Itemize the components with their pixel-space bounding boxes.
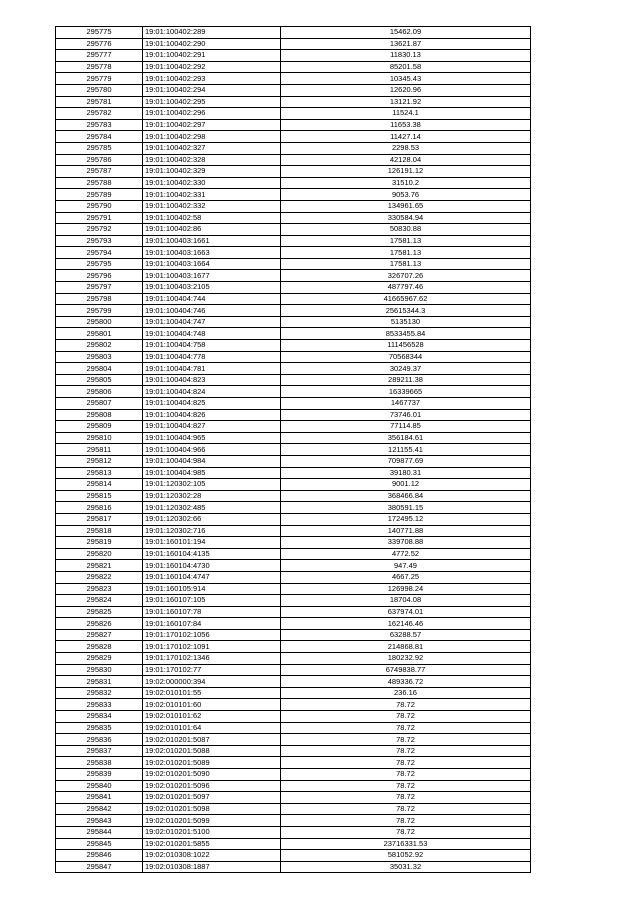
table-row [56, 374, 531, 386]
amount-cell: 2298.53 [281, 142, 531, 154]
amount-cell: 15462.09 [281, 27, 531, 39]
cadastral-number-cell: 19:01:120302:485 [143, 502, 281, 514]
cadastral-number-cell: 19:02:010201:5855 [143, 838, 281, 850]
amount-cell: 214868.81 [281, 641, 531, 653]
cadastral-number-cell: 19:01:100403:1664 [143, 258, 281, 270]
amount-cell: 23716331.53 [281, 838, 531, 850]
cadastral-number-cell: 19:02:010201:5088 [143, 745, 281, 757]
table-row [56, 537, 531, 549]
table-row [56, 490, 531, 502]
cadastral-number-cell: 19:01:120302:66 [143, 513, 281, 525]
row-id-cell: 295777 [56, 50, 143, 62]
amount-cell: 111456528 [281, 340, 531, 352]
amount-cell: 78.72 [281, 769, 531, 781]
row-id-cell: 295775 [56, 27, 143, 39]
row-id-cell: 295847 [56, 861, 143, 873]
row-id-cell: 295795 [56, 258, 143, 270]
cadastral-number-cell: 19:01:100402:291 [143, 50, 281, 62]
amount-cell: 289211.38 [281, 374, 531, 386]
amount-cell: 339708.88 [281, 537, 531, 549]
table-row [56, 409, 531, 421]
amount-cell: 31510.2 [281, 177, 531, 189]
amount-cell: 70568344 [281, 351, 531, 363]
amount-cell: 17581.13 [281, 235, 531, 247]
cadastral-number-cell: 19:01:100404:966 [143, 444, 281, 456]
table-row [56, 27, 531, 39]
amount-cell: 162146.46 [281, 618, 531, 630]
table-row [56, 699, 531, 711]
table-row [56, 282, 531, 294]
amount-cell: 63288.57 [281, 629, 531, 641]
table-row [56, 513, 531, 525]
cadastral-number-cell: 19:01:100403:2105 [143, 282, 281, 294]
table-row [56, 769, 531, 781]
table-row [56, 432, 531, 444]
cadastral-number-cell: 19:01:100404:825 [143, 398, 281, 410]
amount-cell: 134961.65 [281, 200, 531, 212]
amount-cell: 4667.25 [281, 571, 531, 583]
row-id-cell: 295817 [56, 513, 143, 525]
table-row [56, 479, 531, 491]
row-id-cell: 295808 [56, 409, 143, 421]
row-id-cell: 295786 [56, 154, 143, 166]
row-id-cell: 295838 [56, 757, 143, 769]
table-row [56, 548, 531, 560]
table-row [56, 398, 531, 410]
row-id-cell: 295826 [56, 618, 143, 630]
row-id-cell: 295833 [56, 699, 143, 711]
row-id-cell: 295788 [56, 177, 143, 189]
row-id-cell: 295778 [56, 61, 143, 73]
row-id-cell: 295825 [56, 606, 143, 618]
amount-cell: 78.72 [281, 780, 531, 792]
amount-cell: 50830.88 [281, 224, 531, 236]
table-row [56, 316, 531, 328]
row-id-cell: 295789 [56, 189, 143, 201]
cadastral-number-cell: 19:01:160107:78 [143, 606, 281, 618]
table-row [56, 363, 531, 375]
amount-cell: 9053.76 [281, 189, 531, 201]
amount-cell: 17581.13 [281, 258, 531, 270]
table-row [56, 722, 531, 734]
table-row [56, 583, 531, 595]
row-id-cell: 295802 [56, 340, 143, 352]
row-id-cell: 295823 [56, 583, 143, 595]
amount-cell: 11830.13 [281, 50, 531, 62]
row-id-cell: 295813 [56, 467, 143, 479]
row-id-cell: 295839 [56, 769, 143, 781]
table-row [56, 687, 531, 699]
table-row [56, 235, 531, 247]
row-id-cell: 295799 [56, 305, 143, 317]
row-id-cell: 295796 [56, 270, 143, 282]
amount-cell: 16339665 [281, 386, 531, 398]
cadastral-number-cell: 19:02:010201:5089 [143, 757, 281, 769]
cadastral-number-cell: 19:01:100404:984 [143, 455, 281, 467]
amount-cell: 6749838.77 [281, 664, 531, 676]
cadastral-number-cell: 19:01:160107:84 [143, 618, 281, 630]
cadastral-number-cell: 19:01:160104:4730 [143, 560, 281, 572]
cadastral-number-cell: 19:01:100402:298 [143, 131, 281, 143]
cadastral-number-cell: 19:02:010201:5096 [143, 780, 281, 792]
row-id-cell: 295785 [56, 142, 143, 154]
row-id-cell: 295791 [56, 212, 143, 224]
table-row [56, 780, 531, 792]
row-id-cell: 295821 [56, 560, 143, 572]
cadastral-number-cell: 19:01:100403:1677 [143, 270, 281, 282]
row-id-cell: 295836 [56, 734, 143, 746]
table-row [56, 641, 531, 653]
amount-cell: 140771.88 [281, 525, 531, 537]
row-id-cell: 295843 [56, 815, 143, 827]
cadastral-number-cell: 19:02:010101:60 [143, 699, 281, 711]
table-row [56, 664, 531, 676]
cadastral-number-cell: 19:01:100403:1661 [143, 235, 281, 247]
row-id-cell: 295829 [56, 653, 143, 665]
row-id-cell: 295784 [56, 131, 143, 143]
amount-cell: 39180.31 [281, 467, 531, 479]
table-row [56, 247, 531, 259]
cadastral-number-cell: 19:02:000000:394 [143, 676, 281, 688]
table-row [56, 467, 531, 479]
cadastral-number-cell: 19:01:100404:744 [143, 293, 281, 305]
amount-cell: 13121.92 [281, 96, 531, 108]
amount-cell: 42128.04 [281, 154, 531, 166]
row-id-cell: 295792 [56, 224, 143, 236]
table-row [56, 826, 531, 838]
amount-cell: 78.72 [281, 699, 531, 711]
amount-cell: 12620.96 [281, 84, 531, 96]
cadastral-number-cell: 19:01:100404:985 [143, 467, 281, 479]
cadastral-number-cell: 19:01:100404:824 [143, 386, 281, 398]
amount-cell: 30249.37 [281, 363, 531, 375]
table-row [56, 351, 531, 363]
row-id-cell: 295787 [56, 166, 143, 178]
cadastral-number-cell: 19:01:160104:4747 [143, 571, 281, 583]
table-row [56, 73, 531, 85]
amount-cell: 581052.92 [281, 850, 531, 862]
row-id-cell: 295806 [56, 386, 143, 398]
table-row [56, 757, 531, 769]
table-row [56, 328, 531, 340]
table-row [56, 792, 531, 804]
amount-cell: 356184.61 [281, 432, 531, 444]
cadastral-number-cell: 19:01:100402:331 [143, 189, 281, 201]
amount-cell: 77114.85 [281, 421, 531, 433]
amount-cell: 637974.01 [281, 606, 531, 618]
table-row [56, 189, 531, 201]
row-id-cell: 295818 [56, 525, 143, 537]
amount-cell: 180232.92 [281, 653, 531, 665]
cadastral-number-cell: 19:01:170102:77 [143, 664, 281, 676]
table-row [56, 177, 531, 189]
amount-cell: 380591.15 [281, 502, 531, 514]
row-id-cell: 295834 [56, 711, 143, 723]
cadastral-number-cell: 19:02:010201:5098 [143, 803, 281, 815]
amount-cell: 11427.14 [281, 131, 531, 143]
table-row [56, 270, 531, 282]
cadastral-number-cell: 19:01:160105:914 [143, 583, 281, 595]
row-id-cell: 295779 [56, 73, 143, 85]
cadastral-number-cell: 19:01:100402:328 [143, 154, 281, 166]
cadastral-number-cell: 19:01:100404:827 [143, 421, 281, 433]
cadastral-number-cell: 19:02:010101:64 [143, 722, 281, 734]
amount-cell: 11524.1 [281, 108, 531, 120]
amount-cell: 487797.46 [281, 282, 531, 294]
table-row [56, 142, 531, 154]
amount-cell: 330584.94 [281, 212, 531, 224]
table-row [56, 745, 531, 757]
amount-cell: 9001.12 [281, 479, 531, 491]
cadastral-number-cell: 19:01:170102:1056 [143, 629, 281, 641]
row-id-cell: 295801 [56, 328, 143, 340]
cadastral-number-cell: 19:01:100404:758 [143, 340, 281, 352]
amount-cell: 126998.24 [281, 583, 531, 595]
row-id-cell: 295797 [56, 282, 143, 294]
table-row [56, 618, 531, 630]
table-row [56, 200, 531, 212]
table-row [56, 258, 531, 270]
row-id-cell: 295807 [56, 398, 143, 410]
row-id-cell: 295837 [56, 745, 143, 757]
table-row [56, 803, 531, 815]
amount-cell: 41665967.62 [281, 293, 531, 305]
cadastral-number-cell: 19:01:100402:289 [143, 27, 281, 39]
row-id-cell: 295794 [56, 247, 143, 259]
amount-cell: 236.16 [281, 687, 531, 699]
cadastral-number-cell: 19:01:100404:778 [143, 351, 281, 363]
amount-cell: 11653.38 [281, 119, 531, 131]
amount-cell: 121155.41 [281, 444, 531, 456]
row-id-cell: 295844 [56, 826, 143, 838]
cadastral-number-cell: 19:01:100403:1663 [143, 247, 281, 259]
cadastral-number-cell: 19:02:010101:62 [143, 711, 281, 723]
amount-cell: 73746.01 [281, 409, 531, 421]
cadastral-number-cell: 19:01:160104:4135 [143, 548, 281, 560]
cadastral-number-cell: 19:01:100402:332 [143, 200, 281, 212]
amount-cell: 78.72 [281, 745, 531, 757]
cadastral-number-cell: 19:01:100404:826 [143, 409, 281, 421]
row-id-cell: 295811 [56, 444, 143, 456]
table-row [56, 154, 531, 166]
row-id-cell: 295780 [56, 84, 143, 96]
cadastral-number-cell: 19:02:010308:1887 [143, 861, 281, 873]
table-row [56, 734, 531, 746]
cadastral-number-cell: 19:01:100404:746 [143, 305, 281, 317]
cadastral-number-cell: 19:02:010201:5099 [143, 815, 281, 827]
amount-cell: 10345.43 [281, 73, 531, 85]
row-id-cell: 295840 [56, 780, 143, 792]
row-id-cell: 295816 [56, 502, 143, 514]
cadastral-number-cell: 19:01:120302:105 [143, 479, 281, 491]
row-id-cell: 295842 [56, 803, 143, 815]
cadastral-number-cell: 19:01:120302:716 [143, 525, 281, 537]
amount-cell: 78.72 [281, 722, 531, 734]
table-row [56, 560, 531, 572]
amount-cell: 709877.69 [281, 455, 531, 467]
table-row [56, 711, 531, 723]
amount-cell: 1467737 [281, 398, 531, 410]
table-row [56, 224, 531, 236]
table-row [56, 838, 531, 850]
amount-cell: 18704.08 [281, 595, 531, 607]
amount-cell: 5135130 [281, 316, 531, 328]
cadastral-number-cell: 19:01:100402:297 [143, 119, 281, 131]
table-row [56, 595, 531, 607]
cadastral-number-cell: 19:01:100402:296 [143, 108, 281, 120]
table-row [56, 50, 531, 62]
amount-cell: 78.72 [281, 803, 531, 815]
cadastral-number-cell: 19:01:100402:292 [143, 61, 281, 73]
amount-cell: 78.72 [281, 826, 531, 838]
row-id-cell: 295822 [56, 571, 143, 583]
amount-cell: 489336.72 [281, 676, 531, 688]
cadastral-number-cell: 19:01:100402:294 [143, 84, 281, 96]
row-id-cell: 295804 [56, 363, 143, 375]
row-id-cell: 295819 [56, 537, 143, 549]
table-row [56, 653, 531, 665]
row-id-cell: 295831 [56, 676, 143, 688]
table-body [56, 27, 531, 873]
cadastral-number-cell: 19:01:100402:330 [143, 177, 281, 189]
table-row [56, 606, 531, 618]
cadastral-number-cell: 19:01:100404:781 [143, 363, 281, 375]
table-row [56, 38, 531, 50]
table-row [56, 119, 531, 131]
cadastral-number-cell: 19:01:120302:28 [143, 490, 281, 502]
amount-cell: 25615344.3 [281, 305, 531, 317]
table-row [56, 455, 531, 467]
row-id-cell: 295815 [56, 490, 143, 502]
amount-cell: 947.49 [281, 560, 531, 572]
cadastral-number-cell: 19:01:160101:194 [143, 537, 281, 549]
table-row [56, 293, 531, 305]
row-id-cell: 295809 [56, 421, 143, 433]
cadastral-number-cell: 19:02:010201:5090 [143, 769, 281, 781]
table-row [56, 212, 531, 224]
amount-cell: 326707.26 [281, 270, 531, 282]
cadastral-number-cell: 19:01:100402:293 [143, 73, 281, 85]
row-id-cell: 295832 [56, 687, 143, 699]
table-row [56, 131, 531, 143]
table-row [56, 850, 531, 862]
amount-cell: 78.72 [281, 792, 531, 804]
table-row [56, 861, 531, 873]
row-id-cell: 295820 [56, 548, 143, 560]
cadastral-number-cell: 19:01:100404:748 [143, 328, 281, 340]
cadastral-number-cell: 19:01:170102:1091 [143, 641, 281, 653]
table-row [56, 305, 531, 317]
amount-cell: 172495.12 [281, 513, 531, 525]
amount-cell: 78.72 [281, 757, 531, 769]
cadastral-number-cell: 19:01:100402:86 [143, 224, 281, 236]
amount-cell: 368466.84 [281, 490, 531, 502]
amount-cell: 78.72 [281, 815, 531, 827]
amount-cell: 85201.58 [281, 61, 531, 73]
cadastral-number-cell: 19:02:010201:5097 [143, 792, 281, 804]
row-id-cell: 295776 [56, 38, 143, 50]
table-row [56, 444, 531, 456]
row-id-cell: 295827 [56, 629, 143, 641]
row-id-cell: 295781 [56, 96, 143, 108]
row-id-cell: 295830 [56, 664, 143, 676]
table-row [56, 525, 531, 537]
amount-cell: 8533455.84 [281, 328, 531, 340]
cadastral-number-cell: 19:01:100402:295 [143, 96, 281, 108]
row-id-cell: 295783 [56, 119, 143, 131]
table-row [56, 61, 531, 73]
row-id-cell: 295782 [56, 108, 143, 120]
row-id-cell: 295810 [56, 432, 143, 444]
table-row [56, 96, 531, 108]
cadastral-number-cell: 19:01:100404:965 [143, 432, 281, 444]
cadastral-number-cell: 19:01:100402:329 [143, 166, 281, 178]
amount-cell: 78.72 [281, 711, 531, 723]
row-id-cell: 295846 [56, 850, 143, 862]
cadastral-number-cell: 19:02:010308:1022 [143, 850, 281, 862]
cadastral-number-cell: 19:02:010201:5087 [143, 734, 281, 746]
cadastral-number-cell: 19:01:100404:823 [143, 374, 281, 386]
amount-cell: 17581.13 [281, 247, 531, 259]
cadastral-number-cell: 19:01:160107:105 [143, 595, 281, 607]
cadastral-number-cell: 19:02:010101:55 [143, 687, 281, 699]
table-row [56, 629, 531, 641]
table-row [56, 421, 531, 433]
row-id-cell: 295841 [56, 792, 143, 804]
row-id-cell: 295793 [56, 235, 143, 247]
table-row [56, 84, 531, 96]
table-row [56, 815, 531, 827]
amount-cell: 35031.32 [281, 861, 531, 873]
table-row [56, 108, 531, 120]
row-id-cell: 295803 [56, 351, 143, 363]
amount-cell: 78.72 [281, 734, 531, 746]
table-row [56, 340, 531, 352]
row-id-cell: 295800 [56, 316, 143, 328]
cadastral-number-cell: 19:01:100402:327 [143, 142, 281, 154]
table-row [56, 166, 531, 178]
row-id-cell: 295845 [56, 838, 143, 850]
amount-cell: 13621.87 [281, 38, 531, 50]
row-id-cell: 295805 [56, 374, 143, 386]
table-row [56, 676, 531, 688]
row-id-cell: 295790 [56, 200, 143, 212]
row-id-cell: 295835 [56, 722, 143, 734]
row-id-cell: 295828 [56, 641, 143, 653]
cadastral-number-cell: 19:01:100402:290 [143, 38, 281, 50]
amount-cell: 126191.12 [281, 166, 531, 178]
amount-cell: 4772.52 [281, 548, 531, 560]
table-row [56, 386, 531, 398]
data-table [55, 26, 531, 873]
row-id-cell: 295812 [56, 455, 143, 467]
cadastral-number-cell: 19:02:010201:5100 [143, 826, 281, 838]
table-row [56, 502, 531, 514]
cadastral-number-cell: 19:01:170102:1346 [143, 653, 281, 665]
cadastral-number-cell: 19:01:100404:747 [143, 316, 281, 328]
row-id-cell: 295814 [56, 479, 143, 491]
row-id-cell: 295798 [56, 293, 143, 305]
row-id-cell: 295824 [56, 595, 143, 607]
table-row [56, 571, 531, 583]
cadastral-number-cell: 19:01:100402:58 [143, 212, 281, 224]
